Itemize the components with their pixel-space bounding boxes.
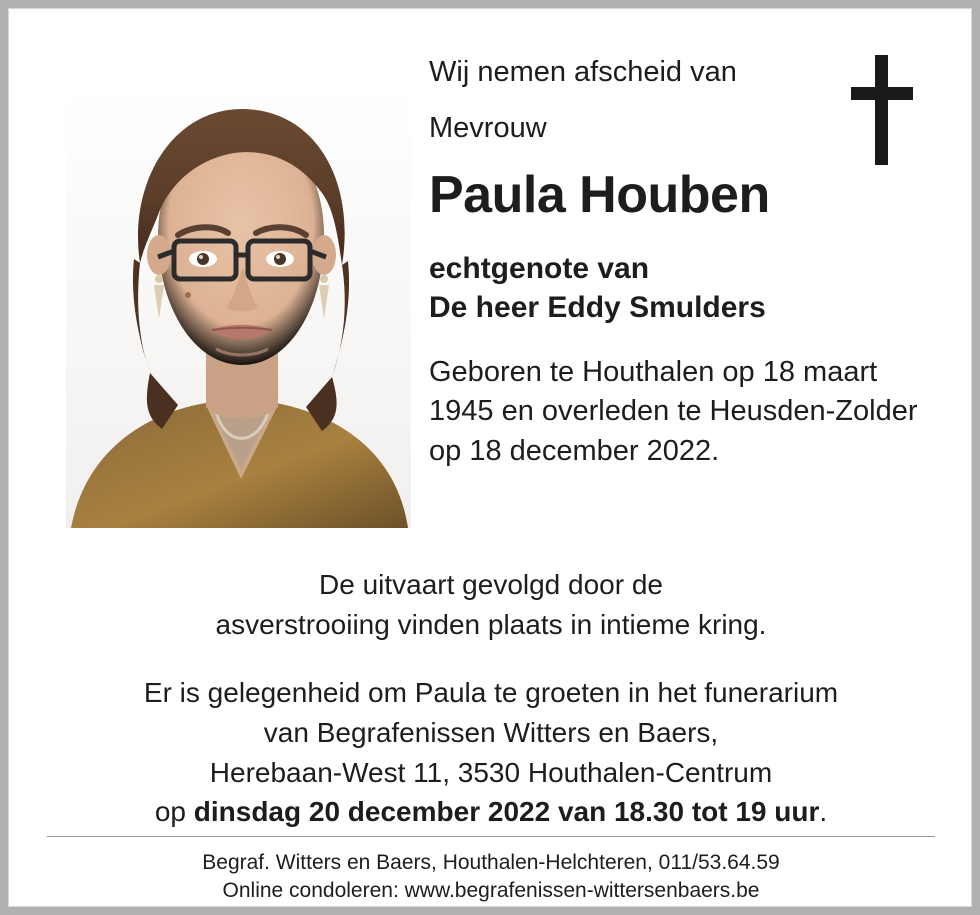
salutation-text: Mevrouw xyxy=(429,112,547,145)
funeral-home-footer xyxy=(9,849,972,905)
memorial-heading-block xyxy=(429,57,949,471)
visit-time-bold: dinsdag 20 december 2022 van 18.30 tot 19 uur xyxy=(193,796,820,828)
footer-line-1: Begraf. Witters en Baers, Houthalen-Helchteren, 011/53.64.59 xyxy=(202,851,780,874)
visit-line-2: van Begrafenissen Witters en Baers, xyxy=(263,716,719,748)
footer-divider xyxy=(47,836,935,837)
portrait-photo xyxy=(66,87,411,528)
spouse-block xyxy=(429,250,949,327)
visit-line-4 xyxy=(9,792,972,832)
spouse-label: echtgenote van xyxy=(429,252,650,286)
deceased-name: Paula Houben xyxy=(429,165,770,224)
memorial-card xyxy=(8,8,972,907)
visit-line-3: Herebaan-West 11, 3530 Houthalen-Centrum xyxy=(209,756,773,788)
funeral-line-1: De uitvaart gevolgd door de xyxy=(319,569,663,600)
spouse-name: De heer Eddy Smulders xyxy=(429,290,766,324)
funeral-paragraph xyxy=(9,565,972,645)
birth-death-text: Geboren te Houthalen op 18 maart 1945 en overleden te Heusden-Zolder op 18 december 2022. xyxy=(429,356,918,467)
visit-time-suffix: . xyxy=(819,796,828,828)
visitation-paragraph xyxy=(9,673,972,832)
visit-time-prefix: op xyxy=(154,796,194,828)
funeral-line-2: asverstrooiing vinden plaats in intieme kring. xyxy=(215,608,767,640)
intro-text: Wij nemen afscheid van xyxy=(429,56,737,88)
visit-line-1: Er is gelegenheid om Paula te groeten in het funerarium xyxy=(143,677,839,708)
footer-line-2: Online condoleren: www.begrafenissen-wittersenbaers.be xyxy=(222,878,760,902)
